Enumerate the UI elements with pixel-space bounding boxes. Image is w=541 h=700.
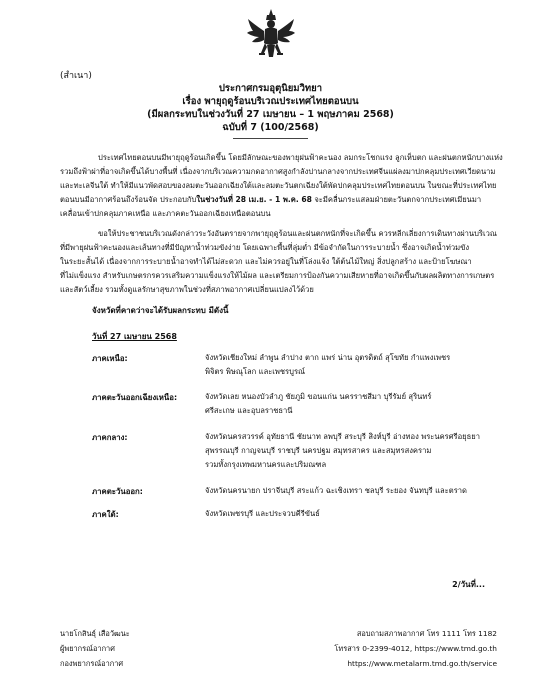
province-line: จังหวัดนครสวรรค์ อุทัยธานี ชัยนาท ลพบุรี สระบุรี สิงห์บุรี อ่างทอง พระนครศรีอยุธยา <box>205 432 480 441</box>
copy-note: (สำเนา) <box>60 71 92 81</box>
region-east-provinces <box>205 484 515 498</box>
province-line: จังหวัดนครนายก ปราจีนบุรี สระแก้ว ฉะเชิงเทรา ชลบุรี ระยอง จันทบุรี และตราด <box>205 486 467 495</box>
subject-title: เรื่อง พายุฤดูร้อนบริเวณประเทศไทยตอนบน <box>182 96 359 107</box>
paragraph-line: ที่ไม่แข็งแรง สำหรับเกษตรกรควรเสริมความแข็งแรงให้ไม้ผล และเตรียมการป้องกันความเสียหายที่อาจเกิดขึ้นกับผลผลิตทางการเกษตร <box>60 271 495 280</box>
contact-service-link[interactable]: https://www.metalarm.tmd.go.th/service <box>347 659 497 668</box>
province-line: จังหวัดเลย หนองบัวลำภู ชัยภูมิ ขอนแก่น นครราชสีมา บุรีรัมย์ สุรินทร์ <box>205 392 432 401</box>
region-north-provinces <box>205 351 515 379</box>
paragraph-line: ที่มีพายุฝนฟ้าคะนองและเส้นทางที่มีปัญหาน้ำท่วมขังง่าย โดยเฉพาะพื้นที่ลุ่มต่ำ มีข้อจำกัดในการระบายน้ำ ซึ่งอาจเกิดน้ำท่วมขัง <box>60 243 470 252</box>
region-central-provinces <box>205 430 515 472</box>
province-line: สุพรรณบุรี กาญจนบุรี ราชบุรี นครปฐม สมุทรสาคร และสมุทรสงคราม <box>205 446 432 455</box>
contact-block <box>334 626 497 671</box>
paragraph-line: รวมถึงฟ้าผ่าที่อาจเกิดขึ้นได้บางพื้นที่ เนื่องจากบริเวณความกดอากาศสูงกำลังปานกลางจากประเทศจีนแผ่ลงมาปกคลุมประเทศเวียดนาม <box>60 167 496 176</box>
paragraph-situation <box>60 151 515 221</box>
paragraph-line: ประเทศไทยตอนบนมีพายุฤดูร้อนเกิดขึ้น โดยมีลักษณะของพายุฝนฟ้าคะนอง ลมกระโชกแรง ลูกเห็บตก และฝนตกหนักบางแห่ง <box>98 153 503 162</box>
region-northeast-label: ภาคตะวันออกเฉียงเหนือ: <box>92 393 178 402</box>
paragraph-line: ขอให้ประชาชนบริเวณดังกล่าวระวังอันตรายจากพายุฤดูร้อนและฝนตกหนักที่จะเกิดขึ้น ควรหลีกเลี่ยงการเดินทางผ่านบริเวณ <box>98 229 497 238</box>
highlighted-period: ในช่วงวันที่ 28 เม.ย. - 1 พ.ค. 68 <box>196 195 312 204</box>
region-south-provinces <box>205 507 515 521</box>
signatory-division: กองพยากรณ์อากาศ <box>60 659 124 668</box>
issue-number: ฉบับที่ 7 (100/2568) <box>222 122 319 133</box>
region-northeast-provinces <box>205 390 515 418</box>
date-label: วันที่ 27 เมษายน 2568 <box>92 332 177 341</box>
signatory-position: ผู้พยากรณ์อากาศ <box>60 644 115 653</box>
province-line: จังหวัดเพชรบุรี และประจวบคีรีขันธ์ <box>205 509 320 518</box>
province-line: รวมทั้งกรุงเทพมหานครและปริมณฑล <box>205 460 327 469</box>
province-line: จังหวัดเชียงใหม่ ลำพูน ลำปาง ตาก แพร่ น่าน อุตรดิตถ์ สุโขทัย กำแพงเพชร <box>205 353 451 362</box>
paragraph-line: จะมีคลื่นกระแสลมฝ่ายตะวันตกจากประเทศเมียนมา <box>311 195 482 204</box>
region-central-label: ภาคกลาง: <box>92 433 128 442</box>
department-title: ประกาศกรมอุตุนิยมวิทยา <box>218 83 323 94</box>
paragraph-line: และสัตว์เลี้ยง รวมทั้งดูแลรักษาสุขภาพในช่วงที่สภาพอากาศเปลี่ยนแปลงไว้ด้วย <box>60 285 314 294</box>
garuda-emblem-icon <box>245 7 297 63</box>
region-east-label: ภาคตะวันออก: <box>92 487 143 496</box>
effective-period: (มีผลกระทบในช่วงวันที่ 27 เมษายน – 1 พฤษภาคม 2568) <box>147 109 394 120</box>
contact-phone: สอบถามสภาพอากาศ โทร 1111 โทร 1182 <box>356 629 497 638</box>
paragraph-line: และทะเลจีนใต้ ทำให้มีแนวพัดสอบของลมตะวันออกเฉียงใต้และลมตะวันตกเฉียงใต้พัดปกคลุมประเทศไทยตอนบน ในขณะที่ประเทศไทย <box>60 181 497 190</box>
region-north-label: ภาคเหนือ: <box>92 354 128 363</box>
contact-fax-web[interactable]: โทรสาร 0-2399-4012, https://www.tmd.go.th <box>334 644 497 653</box>
paragraph-advice <box>60 227 515 297</box>
paragraph-line: เคลื่อนเข้าปกคลุมภาคเหนือ และภาคตะวันออกเฉียงเหนือตอนบน <box>60 209 271 218</box>
continuation-marker: 2/วันที่... <box>452 580 485 589</box>
title-divider <box>233 138 308 139</box>
signatory-block <box>60 626 130 671</box>
affected-provinces-heading: จังหวัดที่คาดว่าจะได้รับผลกระทบ มีดังนี้ <box>92 306 229 315</box>
paragraph-line: ในระยะสั้นได้ เนื่องจากการระบายน้ำอาจทำได้ไม่สะดวก และไม่ควรอยู่ในที่โล่งแจ้ง ใต้ต้นไม้ใหญ่ สิ่งปลูกสร้าง และป้ายโฆษณา <box>60 257 472 266</box>
region-south-label: ภาคใต้: <box>92 510 119 519</box>
province-line: พิจิตร พิษณุโลก และเพชรบูรณ์ <box>205 367 306 376</box>
paragraph-line: ตอนบนมีอากาศร้อนถึงร้อนจัด ประกอบกับ <box>60 195 197 204</box>
province-line: ศรีสะเกษ และอุบลราชธานี <box>205 406 293 415</box>
signatory-name: นายโกสินธุ์ เสือวัฒนะ <box>60 629 130 638</box>
